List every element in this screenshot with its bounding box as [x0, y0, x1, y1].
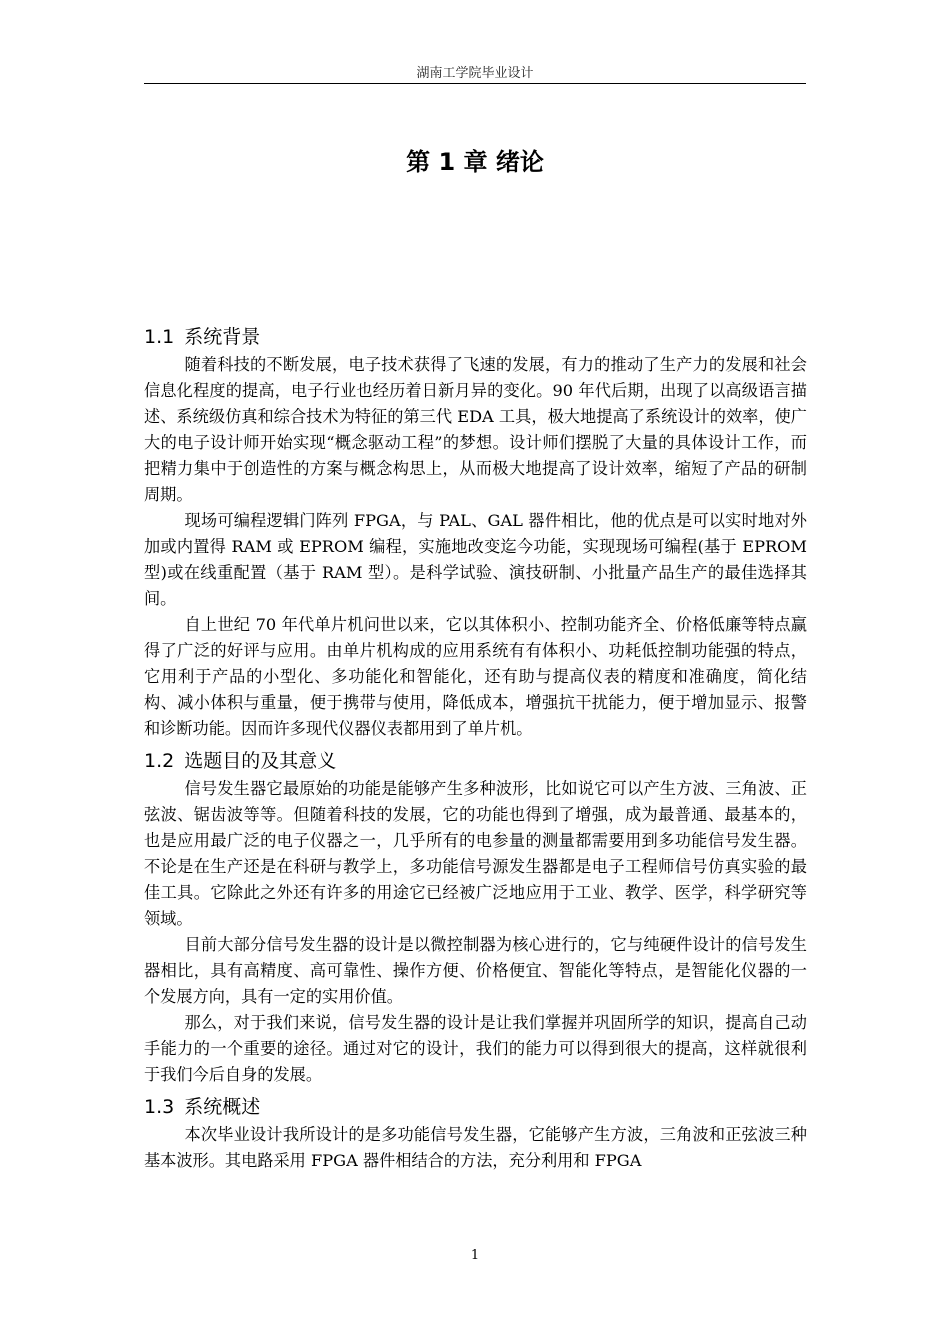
paragraph: 目前大部分信号发生器的设计是以微控制器为核心进行的，它与纯硬件设计的信号发生器相比，具有高精度、高可靠性、操作方便、价格便宜、智能化等特点，是智能化仪器的一个发展方向，具有一定的实用价值。: [144, 935, 807, 1006]
paragraph: 现场可编程逻辑门阵列 FPGA，与 PAL、GAL 器件相比，他的优点是可以实时地对外加或内置得 RAM 或 EPROM 编程，实施地改变迄今功能，实现现场可编程(基于 EPROM 型)或在线重配置（基于 RAM 型）。是科学试验、演技研制、小批量产品生产的最佳选择其间。: [144, 511, 807, 608]
section-heading: [144, 318, 807, 352]
page-number: 1: [470, 1248, 480, 1263]
section-title: 系统背景: [184, 326, 261, 348]
paragraph: 自上世纪 70 年代单片机问世以来，它以其体积小、控制功能齐全、价格低廉等特点赢得了广泛的好评与应用。由单片机构成的应用系统有有体积小、功耗低控制功能强的特点，它用利于产品的小型化、多功能化和智能化，还有助与提高仪表的精度和准确度，简化结构、减小体积与重量，便于携带与使用，降低成本，增强抗干扰能力，便于增加显示、报警和诊断功能。因而许多现代仪器仪表都用到了单片机。: [144, 615, 807, 738]
running-header: 湖南工学院毕业设计: [416, 66, 534, 81]
paragraph: 那么，对于我们来说，信号发生器的设计是让我们掌握并巩固所学的知识，提高自己动手能力的一个重要的途径。通过对它的设计，我们的能力可以得到很大的提高，这样就很利于我们今后自身的发展。: [144, 1013, 807, 1084]
section-number: 1.1: [144, 326, 175, 348]
section-title: 选题目的及其意义: [184, 750, 337, 772]
chapter-title: 第 1 章 绪论: [406, 148, 544, 176]
document-body: [144, 318, 807, 1174]
section-title: 系统概述: [184, 1096, 261, 1118]
section-number: 1.2: [144, 750, 175, 772]
header-divider: [144, 83, 806, 84]
paragraph: 随着科技的不断发展，电子技术获得了飞速的发展，有力的推动了生产力的发展和社会信息化程度的提高，电子行业也经历着日新月异的变化。90 年代后期，出现了以高级语言描述、系统级仿真和综合技术为特征的第三代 EDA 工具，极大地提高了系统设计的效率，使广大的电子设计师开始实现“概念驱动工程”的梦想。设计师们摆脱了大量的具体设计工作，而把精力集中于创造性的方案与概念构思上，从而极大地提高了设计效率，缩短了产品的研制周期。: [144, 355, 807, 504]
paragraph: 信号发生器它最原始的功能是能够产生多种波形，比如说它可以产生方波、三角波、正弦波、锯齿波等等。但随着科技的发展，它的功能也得到了增强，成为最普通、最基本的，也是应用最广泛的电子仪器之一，几乎所有的电参量的测量都需要用到多功能信号发生器。不论是在生产还是在科研与教学上，多功能信号源发生器都是电子工程师信号仿真实验的最佳工具。它除此之外还有许多的用途它已经被广泛地应用于工业、教学、医学，科学研究等领域。: [144, 779, 807, 928]
section-heading: [144, 1088, 807, 1122]
paragraph: 本次毕业设计我所设计的是多功能信号发生器，它能够产生方波，三角波和正弦波三种基本波形。其电路采用 FPGA 器件相结合的方法，充分利用和 FPGA: [144, 1125, 807, 1170]
section-heading: [144, 742, 807, 776]
section-number: 1.3: [144, 1096, 175, 1118]
